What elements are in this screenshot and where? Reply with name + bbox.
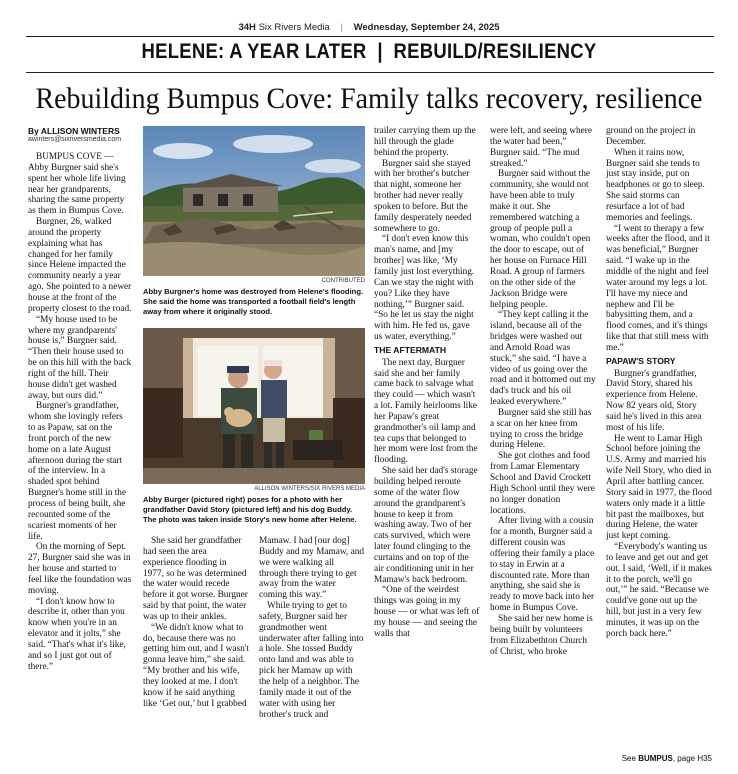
jump-page: , page H35: [672, 754, 712, 763]
article-column-1: [28, 152, 132, 673]
page-number: 34H: [238, 22, 256, 33]
paragraph: Burgner, 26, walked around the property explaining what has changed for her family since Helene impacted the community nearly a year ago. She pointed to a newer house at the front of the property closest to the road.: [28, 217, 132, 314]
article-headline: Rebuilding Bumpus Cove: Family talks recovery, resilience: [35, 82, 703, 115]
paragraph: When it rains now, Burgner said she tends to just stay inside, put on headphones or go to sleep. She said storms can resurface a lot of bad memories and feelings.: [606, 147, 705, 223]
subhead-aftermath: THE AFTERMATH: [374, 344, 447, 355]
subhead-papaws-story: PAPAW'S STORY: [606, 355, 676, 366]
section-kicker: HELENE: A YEAR LATER | REBUILD/RESILIENCY: [141, 40, 597, 63]
paragraph: While trying to get to safety, Burgner said her grandmother went underwater after falling into a hole. She tossed Buddy onto land and was able to pick her Mamaw up with the help of a neighbor. The family made it out of the water with using her brother's truck and: [259, 601, 364, 720]
paragraph: On the morning of Sept. 27, Burgner said she was in her house and started to feel like the foundation was moving.: [28, 542, 132, 596]
paragraph: Burgner said she still has a scar on her knee from trying to cross the bridge during Helene.: [490, 407, 592, 451]
paragraph: “Everybody's wanting us to leave and get out and get out. I said, ‘Well, if it makes it to the porch, we'll go out,’” he said. “Because we could've gone out up the hill, but just in a very few minutes, it was up on the porch back here.”: [606, 542, 712, 639]
paragraph: She said her dad's storage building helped reroute some of the water flow around the grandparent's house to keep it from washing away. Two of her cats survived, which were later found clinging to the curtains and on top of the air conditioning unit in her Mamaw's back bedroom.: [374, 466, 478, 585]
continued-jump-line[interactable]: [622, 754, 712, 763]
article-column-5: [490, 126, 596, 657]
paragraph: “I don't even know this man's name, and [my brother] was like, ‘My family just lost everything. Can we stay the night with you? Like they have nothing,’” Burgner said. “So he let us stay the night with him. He fed us, gave us water, everything.”: [374, 234, 475, 343]
jump-keyword: BUMPUS: [638, 754, 673, 763]
paragraph: She said her new home is being built by volunteers from Elizabethton Church of Christ, who broke: [490, 613, 593, 657]
paragraph: “They kept calling it the island, because all of the bridges were washed out and Arnold Road was stuck,” she said. “I have a video of us going over the road and it bottomed out my dad's truck and his oil leaked everywhere.”: [490, 310, 596, 408]
paragraph: “We didn't know what to do, because there was no getting him out, and I wasn't gonna leave him,” she said. “My brother and his wife, they looked at me. I don't know if he said anything like ‘Get out,’ but I grabbed: [143, 622, 249, 709]
family-portrait-photo: [143, 328, 365, 484]
flood-damage-illustration: [143, 126, 365, 276]
jump-prefix: See: [621, 754, 636, 763]
photo-credit: ALLISON WINTERS/SIX RIVERS MEDIA: [254, 486, 365, 492]
header-divider: |: [340, 22, 343, 33]
family-portrait-illustration: [143, 328, 365, 484]
byline: [28, 126, 138, 143]
top-rule: [26, 36, 714, 37]
photo-credit: CONTRIBUTED: [321, 278, 365, 284]
paragraph: Burgner's grandfather, whom she lovingly refers to as Papaw, sat on the front porch of the new home on a late August afternoon during the start of the interview. In a shaded spot behind Burgner's home still in the process of being built, she recounted some of the scariest moments of her life.: [28, 401, 127, 542]
paragraph: She got clothes and food from Lamar Elementary School and David Crockett High School until they were no longer donation locations.: [490, 451, 595, 516]
paragraph: Mamaw. I had [our dog] Buddy and my Mamaw, and we were walking all through there trying to get away from the water coming this way.”: [259, 536, 365, 601]
paragraph: trailer carrying them up the hill through the glade behind the property.: [374, 126, 476, 158]
paragraph: After living with a cousin for a month, Burgner said a different cousin was offering their family a place to stay in Erwin at a discounted rate. More than anything, she said she is ready to move back into her home in Bumpus Cove.: [490, 516, 595, 614]
photo-caption: Abby Burgner's home was destroyed from Helene's flooding. She said the home was transported a football field's length away from where it originally stood.: [143, 287, 364, 316]
paragraph: The next day, Burgner said she and her family came back to salvage what they could — which wasn't a lot. Family heirlooms like her Papaw's great grandmother's oil lamp and tea cups that belonged to her mom were lost from the flooding.: [374, 357, 478, 466]
paragraph: “I went to therapy a few weeks after the flood, and it was beneficial,” Burgner said. “I wake up in the middle of the night and feel water around my legs a lot. I'll have my niece and nephew and I'll be babysitting them, and a flood comes, and it's things like that that still mess with me.”: [606, 223, 710, 353]
article-column-2: [143, 536, 249, 710]
article-column-6: [606, 126, 712, 640]
paragraph: Burgner said without the community, she would not have been able to truly make it out. She remembered watching a group of people pull a woman, who couldn't open the door to escape, out of her house on Furnace Hill Road. A group of farmers on the other side of the Jackson Bridge were helping people.: [490, 169, 591, 310]
paragraph: ground on the project in December.: [606, 126, 696, 147]
paragraph: “My house used to be where my grandparents' house is,” Burgner said. “Then their house used to be on this hill with the back right of the hill. Their house didn't get washed away, but ours did.”: [28, 314, 132, 401]
paragraph: Burgner's grandfather, David Story, shared his experience from Helene. Now 82 years old, Story said he's lived in this area most of his life.: [606, 368, 702, 433]
issue-date: Wednesday, September 24, 2025: [353, 22, 500, 33]
author-name: By ALLISON WINTERS: [28, 126, 120, 136]
article-column-3: [259, 536, 365, 720]
photo-caption: Abby Burger (pictured right) poses for a photo with her grandfather David Story (pictured left) and his dog Buddy. The photo was taken inside Story's new home after Helene.: [143, 495, 357, 524]
paragraph: were left, and seeing where the water had been,” Burgner said. “The mud streaked.”: [490, 126, 592, 169]
author-email: awinters@sixriversmedia.com: [28, 136, 122, 143]
kicker-rule: [26, 72, 714, 73]
publication-name: Six Rivers Media: [258, 22, 330, 33]
page-header: [0, 22, 738, 33]
paragraph: “One of the weirdest things was going in my house — or what was left of my house — and seeing the walls that: [374, 585, 480, 639]
paragraph: Burgner said she stayed with her brother's butcher that night, someone her brother had never really spoken to before. But the family desperately needed somewhere to go.: [374, 158, 472, 234]
paragraph: BUMPUS COVE — Abby Burgner said she's spent her whole life living near her grandparents, sharing the same property as them in Bumpus Cove.: [28, 152, 126, 217]
article-column-4: [374, 126, 480, 640]
paragraph: “I don't know how to describe it, other than you know when you're in an elevator and it jolts,” she said. “That's what it's like, and so I just got out of there.”: [28, 596, 126, 672]
paragraph: She said her grandfather had seen the area experience flooding in 1977, so he was determined the water would recede before it got worse. Burgner said by that point, the water was up to their ankles.: [143, 536, 248, 622]
paragraph: He went to Lamar High School before joining the U.S. Army and married his wife Nell Story, who died in April after battling cancer. Story said in 1977, the flood waters only made it a little bit past the mailboxes, but during Helene, the water just kept coming.: [606, 433, 712, 542]
destroyed-home-photo: [143, 126, 365, 276]
